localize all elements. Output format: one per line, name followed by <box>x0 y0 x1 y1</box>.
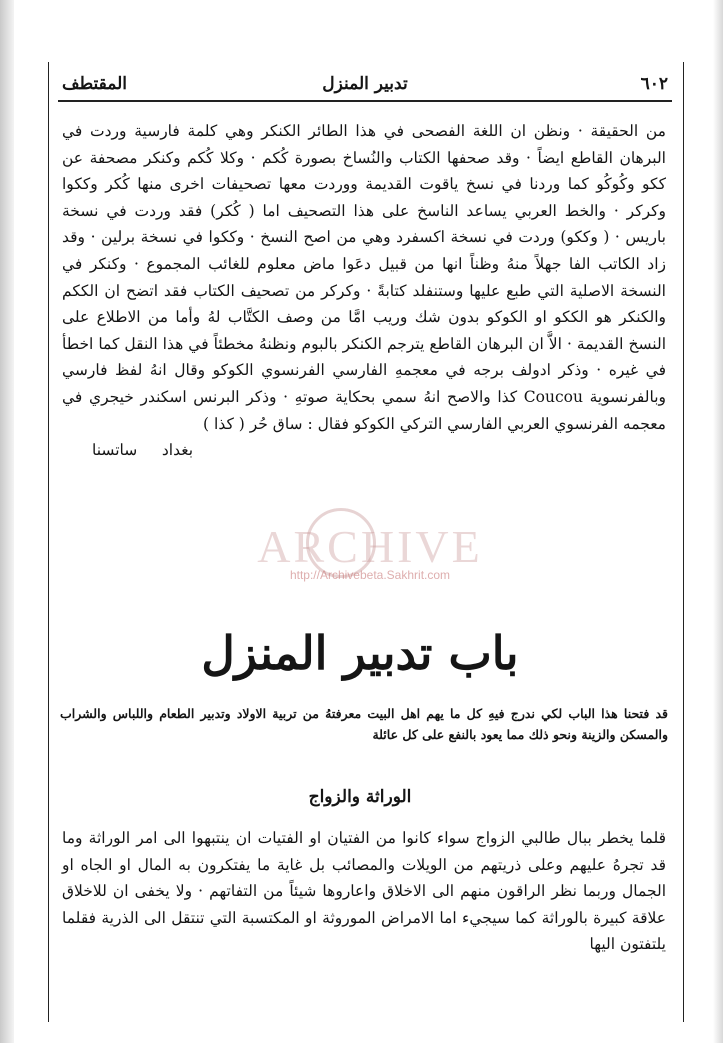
watermark-url: http://Archivebeta.Sakhrit.com <box>289 568 451 582</box>
article-body <box>62 118 666 464</box>
scan-shadow-right <box>713 0 723 1043</box>
section-intro: قد فتحنا هذا الباب لكي ندرج فيهِ كل ما يهم اهل البيت معرفتهُ من تربية الاولاد وتدبير الطعام واللباس والشراب والمسكن والزينة ونحو ذلك مما يعود بالنفع على كل عائلة <box>60 706 668 742</box>
watermark-text: ARCHIVE <box>257 521 483 572</box>
article-paragraph: قلما يخطر ببال طالبي الزواج سواء كانوا من الفتيان او الفتيات ان ينتبهوا الى امر الوراثة وما قد تجرهُ عليهم وعلى ذريتهم من الويلات والمصائب بل غاية ما يفتكرون به المال او الجاه او الجمال وربما نظر الراقون منهم الى الاخلاق واعاروها شيئاً من التفاتهم · ولا يخفى ان للاخلاق علاقة كبيرة بالوراثة كما سيجيء اما الامراض الموروثة او المكتسبة التي تنتقل الى الذرية فقلما يلتفتون اليها <box>62 829 666 954</box>
page-number: ٦٠٢ <box>640 74 668 94</box>
signature-author: ساتسنا <box>92 441 138 460</box>
signature-city: بغداد <box>161 441 194 460</box>
journal-name: المقتطف <box>62 74 128 94</box>
page-header <box>58 70 672 102</box>
section-title: باب تدبير المنزل <box>201 626 519 680</box>
article-subheading: الوراثة والزواج <box>308 787 412 807</box>
running-title: تدبير المنزل <box>322 74 408 94</box>
signature <box>62 437 666 464</box>
scan-shadow-left <box>0 0 14 1043</box>
article-text: من الحقيقة · ونظن ان اللغة الفصحى في هذا الطائر الكنكر وهي كلمة فارسية وردت في البرهان القاطع ايضاً · وقد صحفها الكتاب والنُساخ بصورة كُكم · وكلا كُكم وكنكر مصحفة عن ككو وكُوكُو كما وردنا في نسخ ياقوت القديمة ووردت معها تصحيفات اخرى منها كُكر وككوا وكركر · والخط العربي يساعد الناسخ على هذا التصحيف اما ( كُكر) فقد وردت في نسخة باريس · ( وككو) وردت في نسخة اكسفرد وهي من اصح النسخ · وككوا في نسخة برلين · وقد زاد الكاتب الفا جهلاً منهُ وظناً انها من قبيل دعَوا ماض معلوم للغائب المجموع · وكنكر في النسخة الاصلية التي طبع عليها وستنفلد كتابةً · وكركر من تصحيف الكتاب فقد اتضح ان الككم والكنكر هو الككو او الكوكو بدون شك وريب امَّا من وصف الكتَّاب لهُ وأما من الاطلاع على النسخ القديمة · الاَّ ان البرهان القاطع يترجم الكنكر بالبوم ونظنهُ مخطئاً في هذا النقل كما اخطأ في غيره · وذكر ادولف برجه في معجمهِ الفارسي الفرنسوي الكوكو وقال انهُ لفظ فارسي وبالفرنسوية Coucou كذا والاصح انهُ سمي بحكاية صوتهِ · وذكر البرنس اسكندر خيجري في معجمه الفرنسوي العربي الفارسي التركي الكوكو فقال : ساق حُر ( كذا ) <box>62 122 666 433</box>
